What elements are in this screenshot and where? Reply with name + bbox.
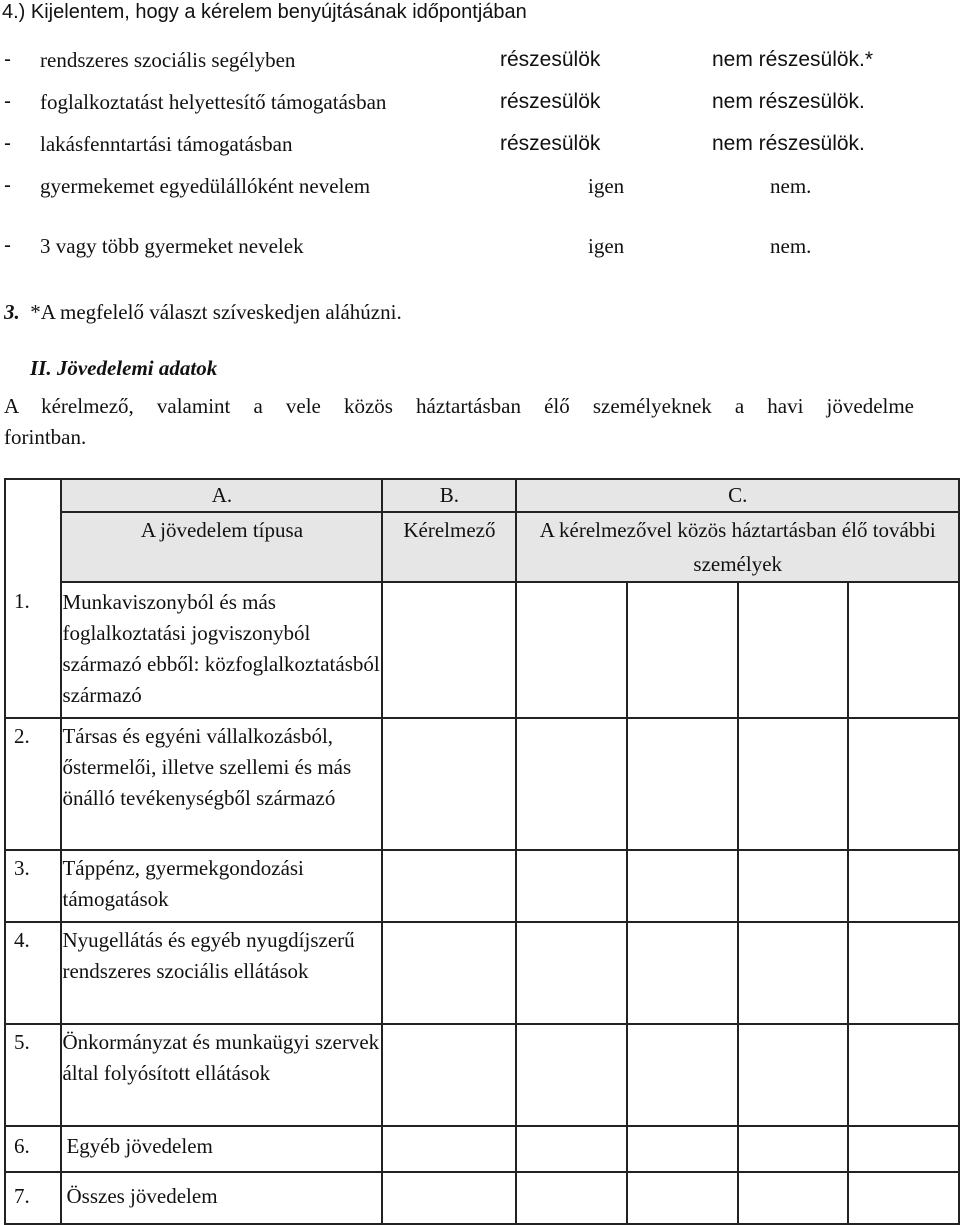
section-title: II. Jövedelemi adatok [30, 356, 218, 380]
row-label: Önkormányzat és munkaügyi szervek által folyósított ellátások [61, 1024, 382, 1126]
option-no[interactable]: nem részesülök. [712, 132, 865, 155]
row-number: 6. [5, 1126, 61, 1172]
declaration-label: foglalkoztatást helyettesítő támogatásban [40, 90, 387, 114]
household-cell[interactable] [626, 923, 737, 1023]
option-yes[interactable]: igen [588, 234, 625, 258]
table-row [5, 582, 959, 718]
row-label: Munkaviszonyból és más foglalkoztatási jogviszonyból származó ebből: közfoglalkoztatásból származó [61, 582, 382, 718]
option-yes[interactable]: részesülök [500, 132, 601, 155]
applicant-amount-cell[interactable] [382, 850, 516, 922]
col-letter-c: C. [516, 479, 959, 512]
applicant-amount-cell[interactable] [382, 1172, 516, 1224]
table-row [5, 1126, 959, 1172]
declaration-dash: - [4, 90, 11, 113]
applicant-amount-cell[interactable] [382, 718, 516, 850]
declaration-label: rendszeres szociális segélyben [40, 48, 296, 72]
option-no[interactable]: nem. [770, 174, 812, 198]
declaration-label: lakásfenntartási támogatásban [40, 132, 293, 156]
underline-note [4, 300, 402, 324]
row-label: Társas és egyéni vállalkozásból, őstermelői, illetve szellemi és más önálló tevékenységből származó [61, 718, 382, 850]
col-letter-a: A. [61, 479, 382, 512]
household-cell[interactable] [517, 1173, 626, 1223]
intro-text: A kérelmező, valamint a vele közös háztartásban élő személyeknek a havi jövedelme [4, 394, 914, 418]
household-cell[interactable] [517, 583, 626, 717]
household-amount-cells [516, 922, 959, 1024]
option-no[interactable]: nem. [770, 234, 812, 258]
household-cell[interactable] [626, 1025, 737, 1125]
option-no[interactable]: nem részesülök.* [712, 48, 874, 71]
table-header-letters [5, 479, 959, 512]
household-cell[interactable] [626, 583, 737, 717]
household-cell[interactable] [847, 1173, 958, 1223]
col-title-a: A jövedelem típusa [61, 512, 382, 582]
household-cell[interactable] [517, 1127, 626, 1171]
household-cell[interactable] [626, 719, 737, 849]
row-number: 3. [5, 850, 61, 922]
table-header-titles [5, 512, 959, 582]
household-amount-cells [516, 718, 959, 850]
note-text: *A megfelelő választ szíveskedjen aláhúzni. [30, 300, 402, 324]
col-letter-b: B. [382, 479, 516, 512]
declaration-dash: - [4, 174, 11, 197]
household-amount-cells [516, 1172, 959, 1224]
household-amount-cells [516, 1024, 959, 1126]
row-number: 1. [5, 582, 61, 718]
row-number: 7. [5, 1172, 61, 1224]
household-cell[interactable] [517, 719, 626, 849]
declaration-label: gyermekemet egyedülállóként nevelem [40, 174, 371, 198]
declaration-dash: - [4, 234, 11, 257]
household-cell[interactable] [737, 851, 848, 921]
table-row [5, 850, 959, 922]
household-cell[interactable] [737, 583, 848, 717]
household-cell[interactable] [626, 1173, 737, 1223]
income-table [4, 478, 960, 1225]
household-cell[interactable] [737, 1127, 848, 1171]
household-cell[interactable] [847, 1127, 958, 1171]
table-row [5, 718, 959, 850]
declaration-dash: - [4, 48, 11, 71]
table-row [5, 922, 959, 1024]
household-amount-cells [516, 1126, 959, 1172]
col-title-c: A kérelmezővel közös háztartásban élő további személyek [516, 512, 959, 582]
household-cell[interactable] [626, 1127, 737, 1171]
applicant-amount-cell[interactable] [382, 582, 516, 718]
row-label: Nyugellátás és egyéb nyugdíjszerű rendszeres szociális ellátások [61, 922, 382, 1024]
row-number: 5. [5, 1024, 61, 1126]
option-yes[interactable]: részesülök [500, 48, 601, 71]
section-heading: 4.) Kijelentem, hogy a kérelem benyújtásának időpontjában [2, 1, 527, 23]
household-cell[interactable] [737, 719, 848, 849]
household-amount-cells [516, 582, 959, 718]
note-number: 3. [4, 300, 20, 324]
declaration-dash: - [4, 132, 11, 155]
applicant-amount-cell[interactable] [382, 922, 516, 1024]
row-number: 2. [5, 718, 61, 850]
row-label: Táppénz, gyermekgondozási támogatások [61, 850, 382, 922]
household-cell[interactable] [847, 719, 958, 849]
applicant-amount-cell[interactable] [382, 1126, 516, 1172]
declaration-label: 3 vagy több gyermeket nevelek [40, 234, 304, 258]
intro-text-continued: forintban. [4, 425, 87, 449]
header-blank [5, 479, 61, 582]
row-number: 4. [5, 922, 61, 1024]
row-label: Egyéb jövedelem [61, 1126, 382, 1172]
household-amount-cells [516, 850, 959, 922]
table-row [5, 1024, 959, 1126]
household-cell[interactable] [847, 1025, 958, 1125]
household-cell[interactable] [737, 1025, 848, 1125]
household-cell[interactable] [517, 1025, 626, 1125]
option-yes[interactable]: igen [588, 174, 625, 198]
row-label: Összes jövedelem [61, 1172, 382, 1224]
household-cell[interactable] [847, 923, 958, 1023]
household-cell[interactable] [737, 1173, 848, 1223]
col-title-b: Kérelmező [382, 512, 516, 582]
option-no[interactable]: nem részesülök. [712, 90, 865, 113]
household-cell[interactable] [626, 851, 737, 921]
option-yes[interactable]: részesülök [500, 90, 601, 113]
household-cell[interactable] [847, 583, 958, 717]
household-cell[interactable] [517, 851, 626, 921]
household-cell[interactable] [847, 851, 958, 921]
table-row [5, 1172, 959, 1224]
applicant-amount-cell[interactable] [382, 1024, 516, 1126]
household-cell[interactable] [737, 923, 848, 1023]
household-cell[interactable] [517, 923, 626, 1023]
